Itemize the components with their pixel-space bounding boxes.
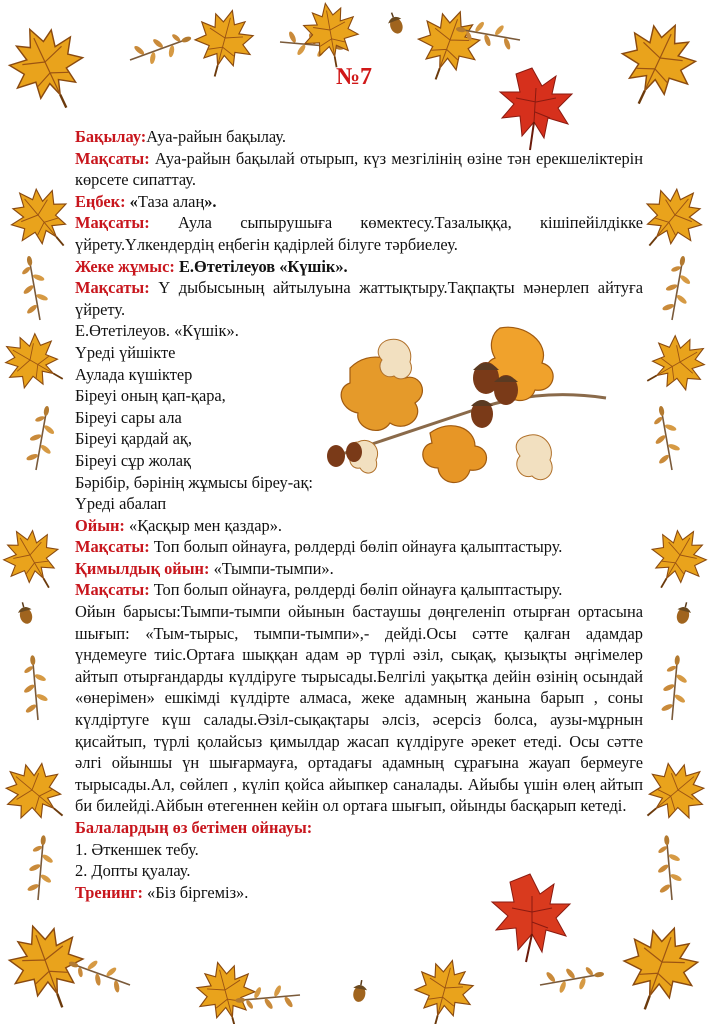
goal-label: Мақсаты: (75, 148, 150, 168)
individual-work-line (75, 256, 643, 278)
goal-text: Аула сыпырушыға көмектесу.Тазалыққа, кішіпейілдікке үйрету.Үлкендердің еңбегін қадірлей білуге тәрбиелеу. (75, 213, 643, 254)
poem-line: Біреуі сұр жолақ (75, 450, 191, 470)
observation-text: Ауа-райын бақылау. (146, 127, 286, 146)
training-text: «Біз біргеміз». (142, 882, 249, 902)
goal-label: Мақсаты: (75, 580, 150, 600)
labor-text: Таза алаң (137, 191, 205, 211)
poem-line: Үреді үйшікте (75, 342, 176, 362)
poem-line: Аулада күшіктер (75, 364, 193, 384)
poem-line: Біреуі оның қап-қара, (75, 386, 226, 406)
game-text: «Қасқыр мен қаздар». (124, 515, 282, 535)
poem-line: Бәрібір, бәрінің жұмысы біреу-ақ: (75, 472, 313, 492)
poem-line: Біреуі қардай ақ, (75, 429, 192, 449)
free-play-label: Балалардың өз бетімен ойнауы: (75, 818, 313, 837)
page-title: №7 (335, 64, 373, 90)
document-body (75, 126, 643, 903)
labor-line: Еңбек: «Таза алаң». (75, 191, 217, 211)
free-play-heading (75, 817, 643, 839)
list-item: 1. Әткеншек тебу. (75, 839, 199, 859)
game-label: Ойын: (75, 515, 125, 535)
poem-author: Е.Өтетілеуов. «Күшік». (75, 321, 239, 341)
individual-work-goal (75, 277, 643, 320)
game-goal (75, 536, 643, 558)
poem-line: Үреді абалап (75, 494, 167, 514)
goal-text: Ауа-райын бақылай отырып, күз мезгілінің өзіне тән ерекшеліктерін көрсете сипаттау. (75, 148, 643, 190)
list-item: 2. Допты қуалау. (75, 861, 191, 881)
individual-work-label: Жеке жұмыс: (75, 256, 175, 276)
poem-line: Біреуі сары ала (75, 407, 182, 427)
training-label: Тренинг: (75, 882, 143, 902)
movement-game-label: Қимылдық ойын: (75, 558, 210, 578)
game-line (75, 515, 643, 537)
game-description: Ойын барысы:Тымпи-тымпи ойынын бастаушы дөңгеленіп отырған ортасына шығып: «Тым-тырыс, тымпи-тымпи»,- дейді.Осы сәтте қалған адамдар үндемеуге тиіс.Ортаға шыққан адам әр түрлі әзіл, сықақ, қызықты әңгімелер айтып отырғандарды күлдіруге тырысады.Белгілі уақытқа дейін өзінің осындай «өнерімен» ешкімді күлдірте алмаса, жеке адамның жанына барып , соны күлдіртуге күш салады.Әзіл-сықақтары әлсіз, әсерсіз болса, аузы-мұрнын қисайтып, түрлі қолайсыз қимылдар жасап күлдіруге әрекет етеді. Осы сәтте әлгі ойыншы үн шығармауға, ортадағы адамның сұрағына жауап бермеуге тырысады.Ал, сөйлеп , күліп қойса айыпкер саналады. Айыбы үшін өлең айтып би билейді.Айбын өтегеннен кейін ол ортаға шығып, ойынды басқарып кетеді. (75, 602, 643, 816)
goal-text: Топ болып ойнауға, рөлдерді бөліп ойнауға қалыптастыру. (149, 580, 563, 600)
goal-label: Мақсаты: (75, 213, 150, 233)
goal-label: Мақсаты: (75, 537, 150, 557)
labor-goal (75, 212, 643, 255)
goal-text: Ү дыбысының айтылуына жаттықтыру.Тақпақты мәнерлеп айтуға үйрету. (75, 278, 643, 319)
goal-label: Мақсаты: (75, 278, 150, 298)
movement-game-goal (75, 579, 643, 601)
observation-label: Бақылау: (75, 127, 147, 146)
poem (75, 320, 375, 514)
labor-label: Еңбек: (75, 191, 126, 211)
goal-text: Топ болып ойнауға, рөлдерді бөліп ойнауға қалыптастыру. (149, 537, 563, 557)
individual-work-text: Е.Өтетілеуов «Күшік». (174, 256, 348, 276)
observation-goal (75, 148, 643, 191)
observation-line (75, 126, 643, 148)
training-line (75, 882, 643, 904)
movement-game-text: «Тымпи-тымпи». (209, 558, 334, 578)
movement-game-line (75, 558, 643, 580)
